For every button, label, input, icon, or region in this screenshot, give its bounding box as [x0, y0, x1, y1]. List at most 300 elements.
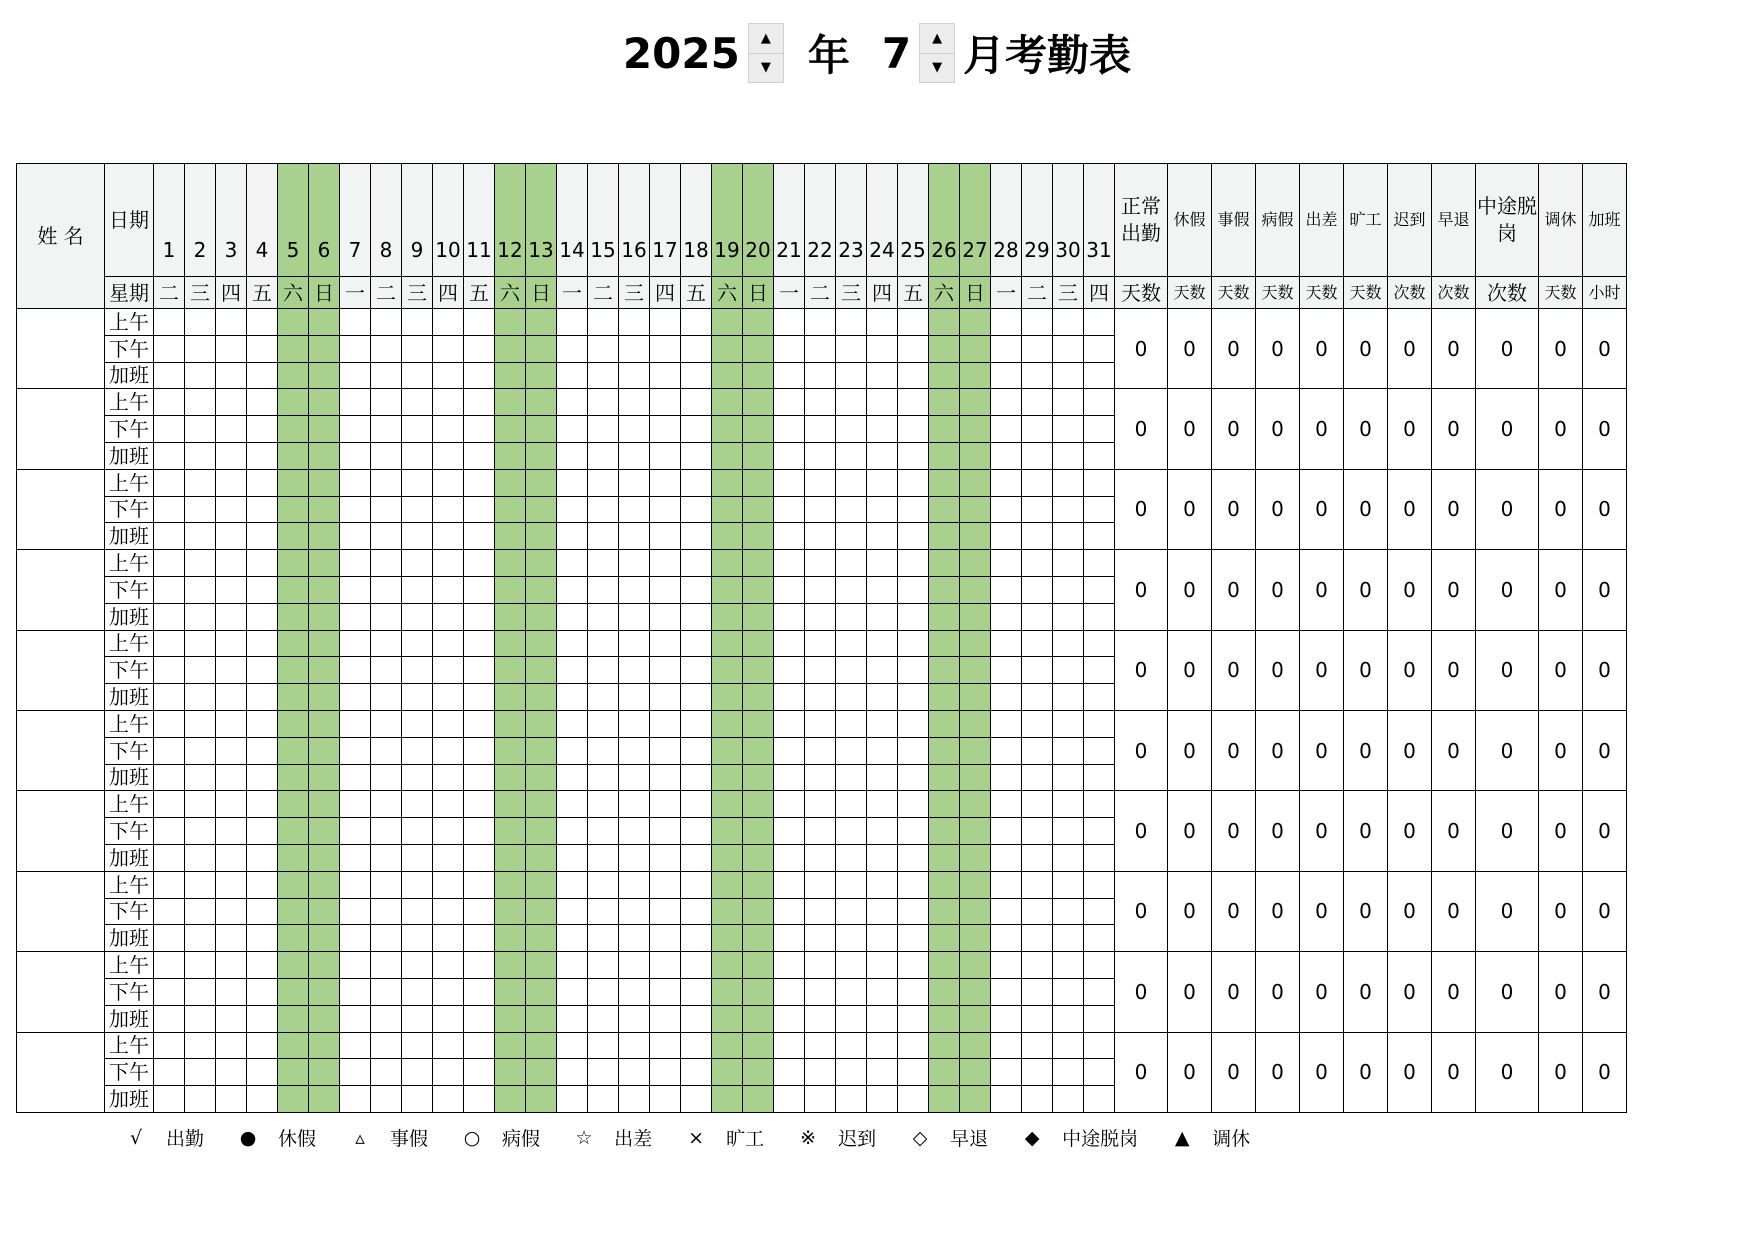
attendance-cell[interactable] — [712, 389, 743, 416]
attendance-cell[interactable] — [712, 764, 743, 791]
attendance-cell[interactable] — [557, 1032, 588, 1059]
employee-name-cell[interactable] — [17, 791, 105, 871]
attendance-cell[interactable] — [743, 603, 774, 630]
attendance-cell[interactable] — [371, 496, 402, 523]
attendance-cell[interactable] — [960, 791, 991, 818]
attendance-cell[interactable] — [681, 603, 712, 630]
attendance-cell[interactable] — [216, 898, 247, 925]
attendance-cell[interactable] — [1022, 416, 1053, 443]
attendance-cell[interactable] — [929, 469, 960, 496]
attendance-cell[interactable] — [402, 925, 433, 952]
attendance-cell[interactable] — [557, 469, 588, 496]
attendance-cell[interactable] — [960, 630, 991, 657]
attendance-cell[interactable] — [712, 978, 743, 1005]
employee-name-cell[interactable] — [17, 389, 105, 469]
attendance-cell[interactable] — [216, 416, 247, 443]
attendance-cell[interactable] — [619, 871, 650, 898]
attendance-cell[interactable] — [836, 684, 867, 711]
attendance-cell[interactable] — [960, 737, 991, 764]
attendance-cell[interactable] — [712, 630, 743, 657]
attendance-cell[interactable] — [464, 818, 495, 845]
attendance-cell[interactable] — [495, 1059, 526, 1086]
attendance-cell[interactable] — [1022, 630, 1053, 657]
attendance-cell[interactable] — [867, 737, 898, 764]
attendance-cell[interactable] — [650, 737, 681, 764]
attendance-cell[interactable] — [836, 442, 867, 469]
attendance-cell[interactable] — [588, 309, 619, 336]
attendance-cell[interactable] — [805, 791, 836, 818]
attendance-cell[interactable] — [402, 469, 433, 496]
attendance-cell[interactable] — [681, 442, 712, 469]
attendance-cell[interactable] — [681, 818, 712, 845]
attendance-cell[interactable] — [991, 710, 1022, 737]
attendance-cell[interactable] — [588, 1032, 619, 1059]
attendance-cell[interactable] — [278, 818, 309, 845]
attendance-cell[interactable] — [836, 737, 867, 764]
attendance-cell[interactable] — [712, 925, 743, 952]
attendance-cell[interactable] — [247, 952, 278, 979]
attendance-cell[interactable] — [836, 389, 867, 416]
attendance-cell[interactable] — [526, 844, 557, 871]
attendance-cell[interactable] — [991, 603, 1022, 630]
attendance-cell[interactable] — [371, 603, 402, 630]
attendance-cell[interactable] — [650, 416, 681, 443]
attendance-cell[interactable] — [588, 871, 619, 898]
attendance-cell[interactable] — [185, 416, 216, 443]
attendance-cell[interactable] — [836, 710, 867, 737]
attendance-cell[interactable] — [433, 925, 464, 952]
attendance-cell[interactable] — [526, 362, 557, 389]
attendance-cell[interactable] — [526, 684, 557, 711]
attendance-cell[interactable] — [929, 737, 960, 764]
attendance-cell[interactable] — [774, 791, 805, 818]
attendance-cell[interactable] — [340, 630, 371, 657]
attendance-cell[interactable] — [1022, 737, 1053, 764]
attendance-cell[interactable] — [588, 335, 619, 362]
attendance-cell[interactable] — [185, 523, 216, 550]
attendance-cell[interactable] — [402, 496, 433, 523]
attendance-cell[interactable] — [216, 442, 247, 469]
attendance-cell[interactable] — [898, 523, 929, 550]
attendance-cell[interactable] — [185, 952, 216, 979]
attendance-cell[interactable] — [340, 657, 371, 684]
attendance-cell[interactable] — [712, 737, 743, 764]
attendance-cell[interactable] — [588, 362, 619, 389]
attendance-cell[interactable] — [960, 1059, 991, 1086]
attendance-cell[interactable] — [774, 576, 805, 603]
attendance-cell[interactable] — [526, 576, 557, 603]
attendance-cell[interactable] — [433, 871, 464, 898]
attendance-cell[interactable] — [991, 416, 1022, 443]
attendance-cell[interactable] — [526, 764, 557, 791]
attendance-cell[interactable] — [154, 978, 185, 1005]
attendance-cell[interactable] — [495, 978, 526, 1005]
attendance-cell[interactable] — [588, 978, 619, 1005]
attendance-cell[interactable] — [402, 416, 433, 443]
attendance-cell[interactable] — [929, 603, 960, 630]
attendance-cell[interactable] — [898, 1032, 929, 1059]
attendance-cell[interactable] — [743, 416, 774, 443]
attendance-cell[interactable] — [247, 309, 278, 336]
attendance-cell[interactable] — [681, 1005, 712, 1032]
attendance-cell[interactable] — [340, 844, 371, 871]
attendance-cell[interactable] — [340, 791, 371, 818]
attendance-cell[interactable] — [495, 630, 526, 657]
attendance-cell[interactable] — [433, 389, 464, 416]
spin-down-icon[interactable]: ▼ — [749, 53, 783, 83]
attendance-cell[interactable] — [991, 576, 1022, 603]
attendance-cell[interactable] — [495, 657, 526, 684]
attendance-cell[interactable] — [340, 550, 371, 577]
attendance-cell[interactable] — [402, 362, 433, 389]
attendance-cell[interactable] — [216, 710, 247, 737]
attendance-cell[interactable] — [1053, 523, 1084, 550]
attendance-cell[interactable] — [1022, 523, 1053, 550]
attendance-cell[interactable] — [929, 710, 960, 737]
attendance-cell[interactable] — [371, 576, 402, 603]
attendance-cell[interactable] — [1053, 737, 1084, 764]
attendance-cell[interactable] — [650, 496, 681, 523]
attendance-cell[interactable] — [960, 362, 991, 389]
attendance-cell[interactable] — [433, 898, 464, 925]
attendance-cell[interactable] — [650, 523, 681, 550]
attendance-cell[interactable] — [619, 657, 650, 684]
attendance-cell[interactable] — [371, 710, 402, 737]
attendance-cell[interactable] — [743, 978, 774, 1005]
attendance-cell[interactable] — [1084, 1086, 1115, 1113]
attendance-cell[interactable] — [712, 576, 743, 603]
attendance-cell[interactable] — [898, 630, 929, 657]
attendance-cell[interactable] — [650, 335, 681, 362]
attendance-cell[interactable] — [650, 1032, 681, 1059]
attendance-cell[interactable] — [929, 898, 960, 925]
attendance-cell[interactable] — [929, 684, 960, 711]
attendance-cell[interactable] — [681, 496, 712, 523]
attendance-cell[interactable] — [619, 952, 650, 979]
attendance-cell[interactable] — [743, 1032, 774, 1059]
attendance-cell[interactable] — [929, 978, 960, 1005]
attendance-cell[interactable] — [557, 898, 588, 925]
attendance-cell[interactable] — [526, 871, 557, 898]
attendance-cell[interactable] — [309, 469, 340, 496]
attendance-cell[interactable] — [185, 657, 216, 684]
attendance-cell[interactable] — [619, 684, 650, 711]
attendance-cell[interactable] — [1084, 1005, 1115, 1032]
attendance-cell[interactable] — [464, 389, 495, 416]
attendance-cell[interactable] — [712, 871, 743, 898]
attendance-cell[interactable] — [185, 496, 216, 523]
attendance-cell[interactable] — [185, 844, 216, 871]
attendance-cell[interactable] — [619, 1059, 650, 1086]
attendance-cell[interactable] — [495, 737, 526, 764]
attendance-cell[interactable] — [712, 657, 743, 684]
attendance-cell[interactable] — [278, 710, 309, 737]
attendance-cell[interactable] — [247, 737, 278, 764]
attendance-cell[interactable] — [836, 925, 867, 952]
attendance-cell[interactable] — [247, 818, 278, 845]
attendance-cell[interactable] — [154, 442, 185, 469]
attendance-cell[interactable] — [712, 523, 743, 550]
attendance-cell[interactable] — [216, 978, 247, 1005]
attendance-cell[interactable] — [402, 710, 433, 737]
attendance-cell[interactable] — [340, 898, 371, 925]
attendance-cell[interactable] — [464, 1005, 495, 1032]
attendance-cell[interactable] — [650, 898, 681, 925]
attendance-cell[interactable] — [278, 1032, 309, 1059]
attendance-cell[interactable] — [557, 657, 588, 684]
attendance-cell[interactable] — [1053, 684, 1084, 711]
attendance-cell[interactable] — [836, 844, 867, 871]
attendance-cell[interactable] — [867, 362, 898, 389]
attendance-cell[interactable] — [185, 925, 216, 952]
attendance-cell[interactable] — [929, 925, 960, 952]
attendance-cell[interactable] — [650, 818, 681, 845]
attendance-cell[interactable] — [247, 416, 278, 443]
attendance-cell[interactable] — [1084, 576, 1115, 603]
attendance-cell[interactable] — [929, 550, 960, 577]
attendance-cell[interactable] — [340, 737, 371, 764]
attendance-cell[interactable] — [371, 925, 402, 952]
attendance-cell[interactable] — [433, 844, 464, 871]
attendance-cell[interactable] — [247, 362, 278, 389]
year-spinner[interactable] — [748, 23, 784, 83]
attendance-cell[interactable] — [991, 818, 1022, 845]
attendance-cell[interactable] — [495, 925, 526, 952]
attendance-cell[interactable] — [216, 362, 247, 389]
attendance-cell[interactable] — [495, 791, 526, 818]
attendance-cell[interactable] — [464, 684, 495, 711]
attendance-cell[interactable] — [185, 1086, 216, 1113]
attendance-cell[interactable] — [960, 309, 991, 336]
attendance-cell[interactable] — [650, 657, 681, 684]
attendance-cell[interactable] — [557, 1059, 588, 1086]
attendance-cell[interactable] — [340, 764, 371, 791]
attendance-cell[interactable] — [743, 576, 774, 603]
attendance-cell[interactable] — [836, 1059, 867, 1086]
attendance-cell[interactable] — [340, 978, 371, 1005]
attendance-cell[interactable] — [495, 1005, 526, 1032]
attendance-cell[interactable] — [1084, 442, 1115, 469]
attendance-cell[interactable] — [526, 657, 557, 684]
attendance-cell[interactable] — [681, 309, 712, 336]
attendance-cell[interactable] — [960, 925, 991, 952]
attendance-cell[interactable] — [774, 1059, 805, 1086]
attendance-cell[interactable] — [898, 710, 929, 737]
attendance-cell[interactable] — [247, 791, 278, 818]
attendance-cell[interactable] — [216, 469, 247, 496]
attendance-cell[interactable] — [216, 630, 247, 657]
attendance-cell[interactable] — [433, 710, 464, 737]
attendance-cell[interactable] — [1053, 362, 1084, 389]
attendance-cell[interactable] — [154, 871, 185, 898]
attendance-cell[interactable] — [526, 710, 557, 737]
attendance-cell[interactable] — [278, 871, 309, 898]
attendance-cell[interactable] — [154, 335, 185, 362]
attendance-cell[interactable] — [1022, 818, 1053, 845]
attendance-cell[interactable] — [557, 925, 588, 952]
attendance-cell[interactable] — [991, 925, 1022, 952]
attendance-cell[interactable] — [991, 684, 1022, 711]
attendance-cell[interactable] — [805, 1005, 836, 1032]
attendance-cell[interactable] — [402, 791, 433, 818]
attendance-cell[interactable] — [743, 898, 774, 925]
attendance-cell[interactable] — [743, 362, 774, 389]
attendance-cell[interactable] — [1053, 898, 1084, 925]
attendance-cell[interactable] — [619, 603, 650, 630]
attendance-cell[interactable] — [1022, 362, 1053, 389]
attendance-cell[interactable] — [588, 818, 619, 845]
attendance-cell[interactable] — [619, 710, 650, 737]
attendance-cell[interactable] — [712, 309, 743, 336]
attendance-cell[interactable] — [805, 576, 836, 603]
attendance-cell[interactable] — [867, 925, 898, 952]
attendance-cell[interactable] — [185, 550, 216, 577]
attendance-cell[interactable] — [898, 952, 929, 979]
attendance-cell[interactable] — [1084, 603, 1115, 630]
attendance-cell[interactable] — [619, 925, 650, 952]
attendance-cell[interactable] — [867, 818, 898, 845]
attendance-cell[interactable] — [340, 523, 371, 550]
month-spinner[interactable] — [919, 23, 955, 83]
attendance-cell[interactable] — [867, 1059, 898, 1086]
attendance-cell[interactable] — [898, 550, 929, 577]
attendance-cell[interactable] — [1022, 1005, 1053, 1032]
attendance-cell[interactable] — [588, 603, 619, 630]
attendance-cell[interactable] — [402, 871, 433, 898]
attendance-cell[interactable] — [278, 657, 309, 684]
attendance-cell[interactable] — [309, 871, 340, 898]
attendance-cell[interactable] — [371, 1086, 402, 1113]
attendance-cell[interactable] — [898, 1086, 929, 1113]
attendance-cell[interactable] — [464, 362, 495, 389]
attendance-cell[interactable] — [185, 978, 216, 1005]
attendance-cell[interactable] — [557, 1005, 588, 1032]
attendance-cell[interactable] — [1084, 309, 1115, 336]
attendance-cell[interactable] — [898, 871, 929, 898]
attendance-cell[interactable] — [619, 576, 650, 603]
attendance-cell[interactable] — [309, 309, 340, 336]
attendance-cell[interactable] — [867, 871, 898, 898]
attendance-cell[interactable] — [712, 442, 743, 469]
attendance-cell[interactable] — [557, 844, 588, 871]
attendance-cell[interactable] — [495, 335, 526, 362]
attendance-cell[interactable] — [960, 764, 991, 791]
attendance-cell[interactable] — [278, 684, 309, 711]
attendance-cell[interactable] — [774, 1032, 805, 1059]
attendance-cell[interactable] — [774, 523, 805, 550]
attendance-cell[interactable] — [774, 1005, 805, 1032]
attendance-cell[interactable] — [1022, 710, 1053, 737]
attendance-cell[interactable] — [929, 416, 960, 443]
attendance-cell[interactable] — [433, 1059, 464, 1086]
attendance-cell[interactable] — [898, 737, 929, 764]
attendance-cell[interactable] — [402, 389, 433, 416]
attendance-cell[interactable] — [185, 630, 216, 657]
attendance-cell[interactable] — [185, 818, 216, 845]
attendance-cell[interactable] — [712, 952, 743, 979]
attendance-cell[interactable] — [185, 442, 216, 469]
attendance-cell[interactable] — [650, 791, 681, 818]
attendance-cell[interactable] — [650, 362, 681, 389]
attendance-cell[interactable] — [867, 550, 898, 577]
attendance-cell[interactable] — [495, 603, 526, 630]
attendance-cell[interactable] — [588, 710, 619, 737]
attendance-cell[interactable] — [836, 1086, 867, 1113]
attendance-cell[interactable] — [588, 442, 619, 469]
attendance-cell[interactable] — [495, 442, 526, 469]
attendance-cell[interactable] — [216, 925, 247, 952]
attendance-cell[interactable] — [464, 496, 495, 523]
attendance-cell[interactable] — [836, 1032, 867, 1059]
attendance-cell[interactable] — [712, 335, 743, 362]
attendance-cell[interactable] — [929, 389, 960, 416]
attendance-cell[interactable] — [743, 871, 774, 898]
attendance-cell[interactable] — [1084, 550, 1115, 577]
attendance-cell[interactable] — [1084, 416, 1115, 443]
attendance-cell[interactable] — [1053, 925, 1084, 952]
attendance-cell[interactable] — [650, 925, 681, 952]
attendance-cell[interactable] — [929, 764, 960, 791]
attendance-cell[interactable] — [495, 389, 526, 416]
attendance-cell[interactable] — [340, 952, 371, 979]
attendance-cell[interactable] — [1022, 925, 1053, 952]
attendance-cell[interactable] — [588, 1005, 619, 1032]
attendance-cell[interactable] — [867, 523, 898, 550]
attendance-cell[interactable] — [557, 416, 588, 443]
attendance-cell[interactable] — [309, 576, 340, 603]
attendance-cell[interactable] — [1022, 657, 1053, 684]
attendance-cell[interactable] — [433, 416, 464, 443]
attendance-cell[interactable] — [216, 764, 247, 791]
attendance-cell[interactable] — [960, 818, 991, 845]
attendance-cell[interactable] — [805, 684, 836, 711]
employee-name-cell[interactable] — [17, 871, 105, 951]
attendance-cell[interactable] — [650, 844, 681, 871]
attendance-cell[interactable] — [1053, 335, 1084, 362]
attendance-cell[interactable] — [216, 844, 247, 871]
attendance-cell[interactable] — [929, 952, 960, 979]
attendance-cell[interactable] — [619, 389, 650, 416]
attendance-cell[interactable] — [836, 952, 867, 979]
attendance-cell[interactable] — [1084, 737, 1115, 764]
attendance-cell[interactable] — [960, 657, 991, 684]
attendance-cell[interactable] — [1053, 416, 1084, 443]
attendance-cell[interactable] — [619, 1032, 650, 1059]
attendance-cell[interactable] — [743, 925, 774, 952]
attendance-cell[interactable] — [805, 978, 836, 1005]
attendance-cell[interactable] — [743, 523, 774, 550]
attendance-cell[interactable] — [960, 710, 991, 737]
attendance-cell[interactable] — [526, 469, 557, 496]
attendance-cell[interactable] — [836, 978, 867, 1005]
attendance-cell[interactable] — [185, 603, 216, 630]
attendance-cell[interactable] — [402, 550, 433, 577]
attendance-cell[interactable] — [216, 737, 247, 764]
attendance-cell[interactable] — [650, 469, 681, 496]
attendance-cell[interactable] — [774, 309, 805, 336]
attendance-cell[interactable] — [402, 630, 433, 657]
attendance-cell[interactable] — [1053, 469, 1084, 496]
attendance-cell[interactable] — [526, 1086, 557, 1113]
attendance-cell[interactable] — [1084, 362, 1115, 389]
attendance-cell[interactable] — [774, 952, 805, 979]
attendance-cell[interactable] — [960, 335, 991, 362]
attendance-cell[interactable] — [247, 469, 278, 496]
attendance-cell[interactable] — [557, 335, 588, 362]
attendance-cell[interactable] — [1022, 550, 1053, 577]
attendance-cell[interactable] — [464, 737, 495, 764]
attendance-cell[interactable] — [433, 469, 464, 496]
